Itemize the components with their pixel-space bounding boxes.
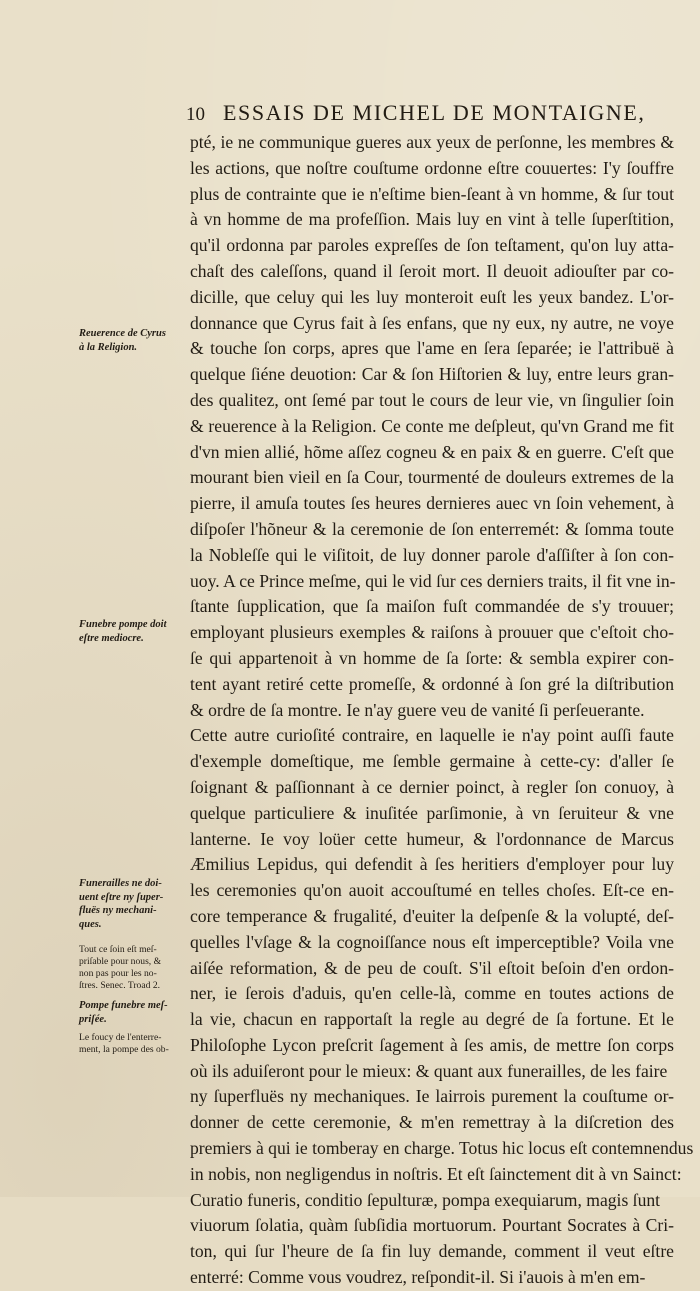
text-line: les actions, que noſtre couſtume ordonne eſtre couuertes: I'y ſouffre <box>190 157 674 178</box>
margin-note-line: ques. <box>79 918 102 930</box>
text-line: ny ſuperfluës ny mechaniques. Ie lairrois purement la couſtume or- <box>190 1086 674 1107</box>
text-line: donnance que Cyrus fait à ſes enfans, que ny eux, ny autre, ne voye <box>190 312 674 333</box>
running-header <box>186 100 656 126</box>
text-line: & touche ſon corps, apres que l'ame en ſera ſeparée; ie l'attribuë à <box>190 338 674 359</box>
text-line: enterré: Comme vous voudrez, reſpondit-il. Si i'auois à m'en em- <box>190 1267 646 1288</box>
text-line: aiſée reformation, & de peu de couſt. S'il eſtoit beſoin d'en ordon- <box>190 957 674 978</box>
text-line: mourant bien vieil en ſa Cour, tourmenté de douleurs extremes de la <box>190 467 674 488</box>
margin-note-funerailles <box>79 877 181 931</box>
text-line: quelque particuliere & inuſitée parſimonie, à vn ſeruiteur & vne <box>190 802 674 823</box>
text-line: Philoſophe Lycon preſcrit ſagement à ſes amis, de mettre ſon corps <box>190 1034 674 1055</box>
margin-note-line: non pas pour les no- <box>79 968 157 979</box>
text-line: dicille, que celuy qui les luy monteroit euſt les yeux bandez. L'or- <box>190 286 674 307</box>
margin-note-line: Pompe funebre meſ- <box>79 1000 168 1011</box>
text-line: d'vn mien allié, hõme aſſez cogneu & en paix & en guerre. C'eſt que <box>190 441 674 462</box>
text-line: tent ayant retiré cette promeſſe, & ordonné à ſon gré la diſtribution <box>190 673 674 694</box>
text-line: chaſt des caleſſons, quand il ſeroit mort. Il deuoit adiouſter par co- <box>190 260 674 281</box>
text-line: pierre, il amuſa toutes ſes heures dernieres auec vn ſoin vehement, à <box>190 493 674 514</box>
text-line: plus de contrainte que ie n'eſtime bien-ſeant à vn homme, & ſur tout <box>190 183 674 204</box>
margin-note-line: eſtre mediocre. <box>79 632 144 644</box>
text-line: la vie, chacun en rapportaſt la regle au degré de ſa fortune. Et le <box>190 1009 674 1030</box>
margin-note-line: Funerailles ne doi- <box>79 878 162 889</box>
text-line: viuorum ſolatia, quàm ſubſidia mortuorum. Pourtant Socrates à Cri- <box>190 1215 674 1236</box>
text-line: premiers à qui ie tomberay en charge. Totus hic locus eſt contemnendus <box>190 1138 694 1159</box>
text-line: Curatio funeris, conditio ſepulturæ, pompa exequiarum, magis ſunt <box>190 1189 661 1210</box>
text-line: & ordre de ſa montre. Ie n'ay guere veu de vanité ſi perſeuerante. <box>190 699 645 720</box>
text-line: ton, qui ſur l'heure de ſa fin luy demande, comment il veut eſtre <box>190 1241 674 1262</box>
text-line: ſe qui appartenoit à vn homme de ſa ſorte: & sembla expirer con- <box>190 647 674 668</box>
text-line: ſoignant & paſſionnant à ce dernier poinct, à regler ſon conuoy, à <box>190 776 674 797</box>
text-line: in nobis, non negligendus in noſtris. Et eſt ſainctement dit à vn Sainct: <box>190 1163 682 1184</box>
text-line: la Nobleſſe qui le viſitoit, de luy donner parole d'aſſiſter à ſon con- <box>190 544 674 565</box>
margin-note-line: fluës ny mechani- <box>79 905 157 916</box>
margin-note-pompe <box>79 618 181 645</box>
text-line: Æmilius Lepidus, qui defendit à ſes heritiers d'employer pour luy <box>190 854 674 875</box>
text-line: les ceremonies qu'on auoit accouſtumé en telles choſes. Eſt-ce en- <box>190 880 674 901</box>
margin-note-line: uent eſtre ny ſuper- <box>79 891 164 903</box>
margin-note-pompe-2 <box>79 999 181 1026</box>
margin-note-line: Funebre pompe doit <box>79 619 167 630</box>
margin-note-line: Le foucy de l'enterre- <box>79 1032 162 1043</box>
margin-note-line: à la Religion. <box>79 341 138 353</box>
text-line: uoy. A ce Prince meſme, qui le vid ſur ces derniers traits, il fit vne in- <box>190 570 676 591</box>
margin-note-line: priſable pour nous, & <box>79 956 162 967</box>
text-line: qu'il ordonna par paroles expreſſes de ſon teſtament, qu'on luy atta- <box>190 235 674 256</box>
margin-note-line: ſtres. Senec. Troad 2. <box>79 980 161 991</box>
text-line: pté, ie ne communique gueres aux yeux de perſonne, les membres & <box>190 132 674 152</box>
margin-note-line: ment, la pompe des ob- <box>79 1044 169 1055</box>
margin-note-seneca <box>79 944 181 992</box>
text-line: des qualitez, ont ſemé par tout le cours de leur vie, vn ſingulier ſoin <box>190 389 674 410</box>
page-number: 10 <box>186 104 205 125</box>
text-line: quelque ſiéne deuotion: Car & ſon Hiſtorien & luy, entre leurs gran- <box>190 364 674 385</box>
text-line: core temperance & frugalité, d'euiter la deſpenſe & la volupté, deſ- <box>190 905 674 926</box>
text-line: ſtante ſupplication, que ſa maiſon fuſt commandée de s'y trouuer; <box>190 596 674 617</box>
text-line: où ils aduiſeront pour le mieux: & quant aux funerailles, de les faire <box>190 1060 668 1081</box>
margin-note-line: Tout ce ſoin eſt meſ- <box>79 944 157 955</box>
margin-note-reverence <box>79 327 181 354</box>
text-line: d'exemple domeſtique, me ſemble germaine à cette-cy: d'aller ſe <box>190 751 674 772</box>
margin-note-line: priſée. <box>79 1013 107 1025</box>
text-line: à vn homme de ma profeſſion. Mais luy en vint à telle ſuperſtition, <box>190 209 674 230</box>
text-line: diſpoſer l'hõneur & la ceremonie de ſon enterremét: & ſomma toute <box>190 518 674 539</box>
text-line: & reuerence à la Religion. Ce conte me deſpleut, qu'vn Grand me fit <box>190 415 674 436</box>
text-line: Cette autre curioſité contraire, en laquelle ie n'ay point auſſi faute <box>190 725 674 746</box>
text-line: ner, ie ſerois d'aduis, qu'en celle-là, comme en toutes actions de <box>190 983 674 1004</box>
text-line: employant plusieurs exemples & raiſons à prouuer que c'eſtoit cho- <box>190 622 674 643</box>
text-line: quelles l'vſage & la cognoiſſance nous eſt imperceptible? Voila vne <box>190 931 674 952</box>
body-text <box>190 130 694 1291</box>
text-line: lanterne. Ie voy loüer cette humeur, & l'ordonnance de Marcus <box>190 828 674 849</box>
running-title: ESSAIS DE MICHEL DE MONTAIGNE, <box>223 100 646 125</box>
margin-note-line: Reuerence de Cyrus <box>79 328 166 339</box>
text-line: donner de cette ceremonie, & m'en remettray à la diſcretion des <box>190 1112 674 1133</box>
margin-note-soucy <box>79 1032 181 1056</box>
